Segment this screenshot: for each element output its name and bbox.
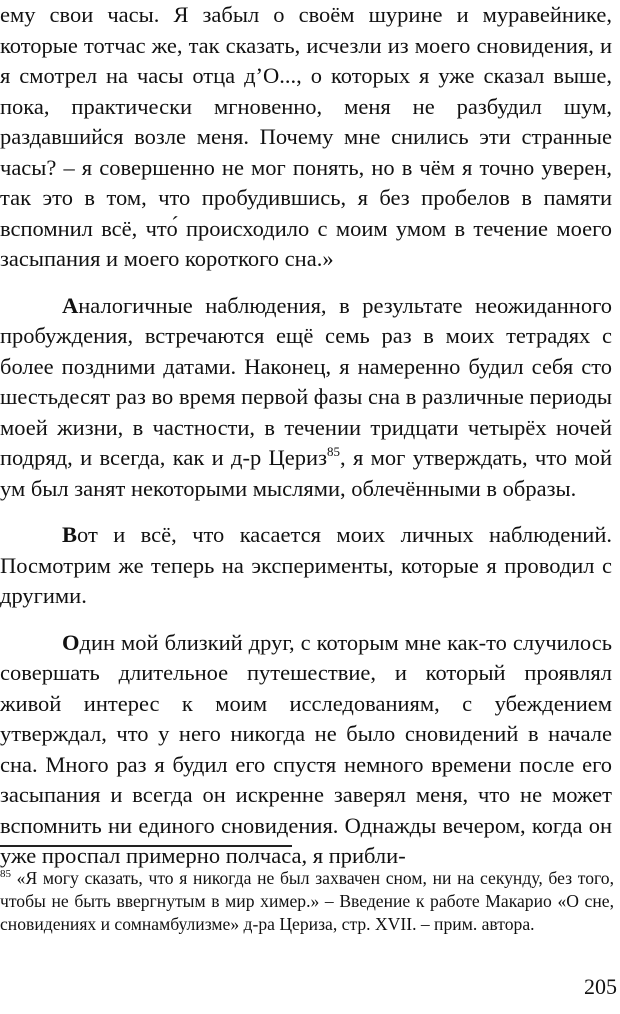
paragraph-4-initial: О: [62, 629, 80, 655]
page-number: 205: [584, 974, 617, 999]
footnote-separator: [0, 845, 292, 847]
paragraph-2-text: налогичные наблюдения, в результате неожиданного пробуждения, встречаются ещё семь раз в моих тетрадях с более поздними датами. Наконец, я намеренно будил себя сто шестьдесят раз во время первой фазы сна в различные периоды моей жизни, в частности, в течении тридцати четырёх ночей подряд, и всегда, как и д-р Цериз: [0, 292, 612, 470]
footnote-reference: 85: [326, 444, 340, 459]
paragraph-1-text: ему свои часы. Я забыл о своём шурине и муравейнике, которые тотчас же, так сказать, исчезли из моего сновидения, и я смотрел на часы отца д’О..., о которых я уже сказал выше, пока, практически мгновенно, меня не разбудил шум, раздавшийся возле меня. Почему мне снились эти странные часы? – я совершенно не мог понять, но в чём я точно уверен, так это в том, что пробудившись, я без пробелов в памяти вспомнил всё, что́ происходило с моим умом в течение моего засыпания и моего короткого сна.»: [0, 2, 612, 271]
paragraph-3-initial: В: [62, 522, 78, 547]
paragraph-2: [0, 291, 612, 505]
footnote: [0, 867, 614, 936]
paragraph-2-text-end: , я мог утверждать, что мой ум был занят некоторыми мыслями, облечёнными в образы.: [0, 445, 612, 501]
footnote-text: «Я могу сказать, что я никогда не был захвачен сном, ни на секунду, без того, чтобы не быть ввергнутым в мир химер.» – Введение к работе Макарио «О сне, сновидениях и сомнамбулизме» д-ра Цериза, стр. XVII. – прим. автора.: [0, 868, 614, 934]
paragraph-3: [0, 520, 612, 612]
paragraph-4: [0, 628, 612, 872]
paragraph-3-text: от и всё, что касается моих личных наблюдений. Посмотрим же теперь на эксперименты, которые я проводил с другими.: [0, 522, 612, 608]
paragraph-1: [0, 0, 612, 275]
footnote-number: 85: [0, 868, 11, 880]
paragraph-2-initial: А: [62, 292, 79, 318]
paragraph-4-text: дин мой близкий друг, с которым мне как-то случилось совершать длительное путешествие, и который проявлял живой интерес к моим исследованиям, с убеждением утверждал, что у него никогда не было сновидений в начале сна. Много раз я будил его спустя немного времени после его засыпания и всегда он искренне заверял меня, что не может вспомнить ни единого сновидения. Однажды вечером, когда он уже проспал примерно полчаса, я прибли-: [0, 629, 612, 868]
